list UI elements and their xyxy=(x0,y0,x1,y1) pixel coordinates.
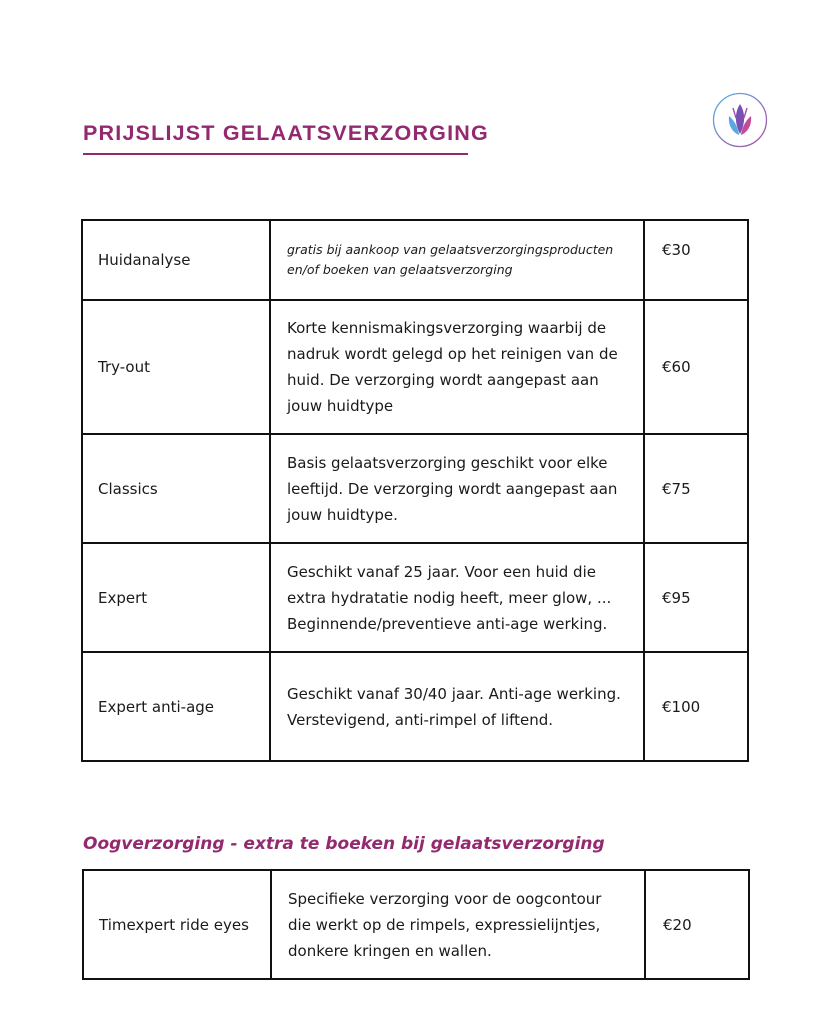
table-row xyxy=(82,300,748,434)
treatment-description: Korte kennismakingsverzorging waarbij de nadruk wordt gelegd op het reinigen van de huid. De verzorging wordt aangepast aan jouw huidtype xyxy=(270,300,644,434)
treatment-price: €75 xyxy=(644,434,748,543)
treatment-price: €60 xyxy=(644,300,748,434)
eye-price-table xyxy=(82,869,750,980)
lotus-flame-logo xyxy=(712,92,768,148)
treatment-name: Expert anti-age xyxy=(82,652,270,761)
treatment-name: Classics xyxy=(82,434,270,543)
treatment-description: gratis bij aankoop van gelaatsverzorgingsproducten en/of boeken van gelaatsverzorging xyxy=(270,220,644,300)
treatment-name: Huidanalyse xyxy=(82,220,270,300)
table-row xyxy=(82,652,748,761)
table-row xyxy=(83,870,749,979)
treatment-price: €95 xyxy=(644,543,748,652)
treatment-name: Timexpert ride eyes xyxy=(83,870,271,979)
table-row xyxy=(82,220,748,300)
table-row xyxy=(82,434,748,543)
treatment-description: Geschikt vanaf 30/40 jaar. Anti-age werking. Verstevigend, anti-rimpel of liftend. xyxy=(270,652,644,761)
title-underline xyxy=(83,153,468,155)
facial-price-table xyxy=(81,219,749,762)
eye-section-title: Oogverzorging - extra te boeken bij gelaatsverzorging xyxy=(83,834,605,854)
treatment-price: €100 xyxy=(644,652,748,761)
treatment-name: Try-out xyxy=(82,300,270,434)
treatment-description: Specifieke verzorging voor de oogcontour die werkt op de rimpels, expressielijntjes, donkere kringen en wallen. xyxy=(271,870,645,979)
treatment-price: €20 xyxy=(645,870,749,979)
treatment-name: Expert xyxy=(82,543,270,652)
treatment-description: Basis gelaatsverzorging geschikt voor elke leeftijd. De verzorging wordt aangepast aan jouw huidtype. xyxy=(270,434,644,543)
treatment-description: Geschikt vanaf 25 jaar. Voor een huid die extra hydratatie nodig heeft, meer glow, ... Beginnende/preventieve anti-age werking. xyxy=(270,543,644,652)
table-row xyxy=(82,543,748,652)
treatment-price: €30 xyxy=(644,220,748,300)
page-title: PRIJSLIJST GELAATSVERZORGING xyxy=(83,121,489,145)
